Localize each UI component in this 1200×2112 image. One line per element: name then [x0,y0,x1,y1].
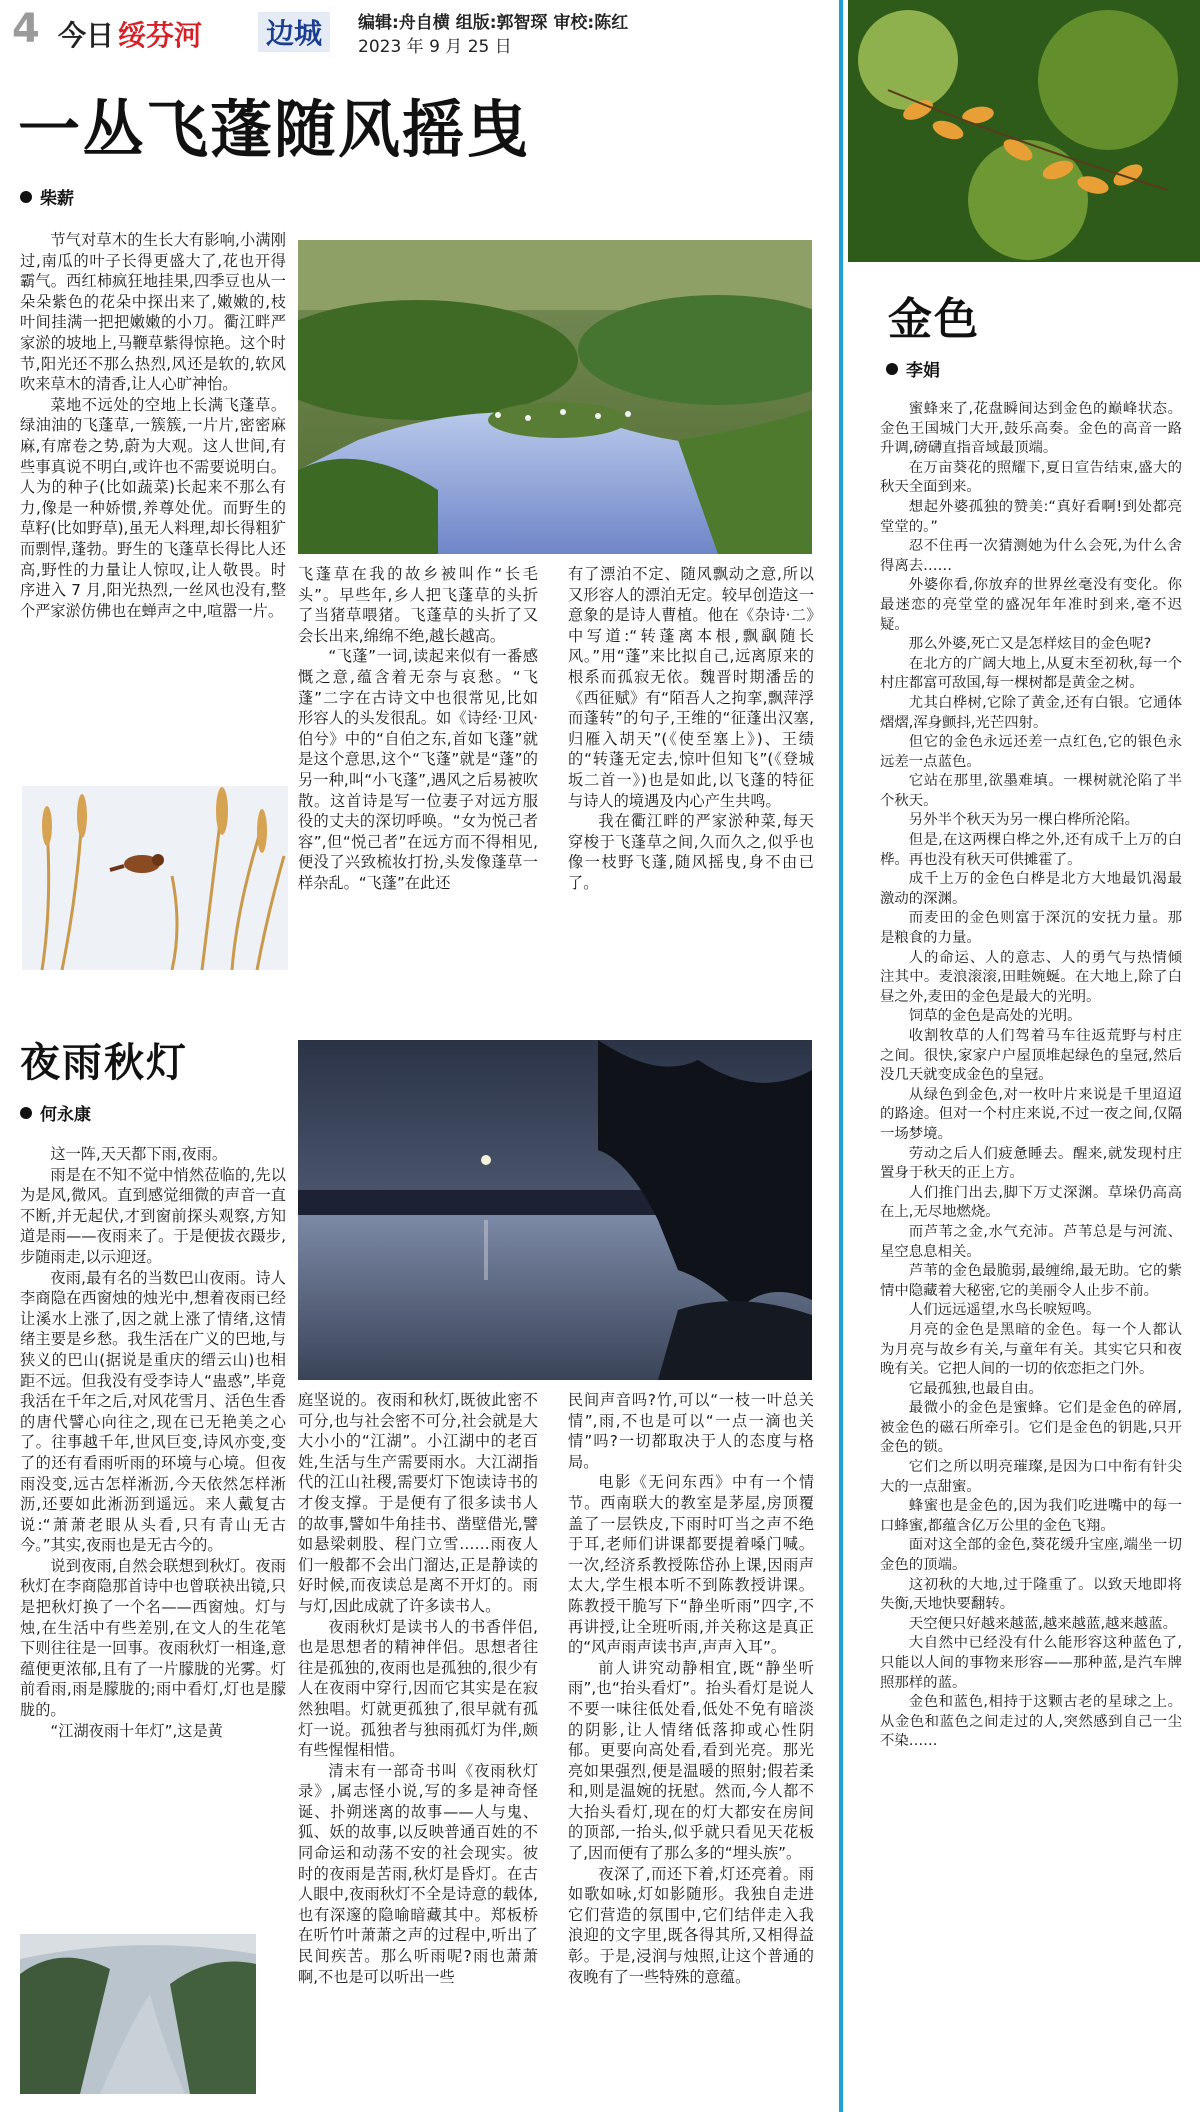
paragraph: 飞蓬草在我的故乡被叫作“长毛头”。早些年,乡人把飞蓬草的头折了当猪草喂猪。飞蓬草的头折了又会长出来,绵绵不绝,越长越高。 [298,565,538,645]
author-name: 李娟 [906,361,940,381]
paragraph: 人们推门出去,脚下万丈深渊。草垛仍高高在上,无尽地燃烧。 [880,1184,1182,1221]
masthead [10,6,830,56]
wetland-reeds-photo [298,240,812,554]
paragraph: 饲草的金色是高处的光明。 [908,1008,1082,1025]
byline-dot-icon [20,191,32,203]
paragraph: 菜地不远处的空地上长满飞蓬草。绿油油的飞蓬草,一簇簇,一片片,密密麻麻,有席卷之势,蔚为大观。这人世间,有些事真说不明白,或许也不需要说明白。人为的种子(比如蔬菜)长起来不那么有力,像是一种娇惯,养尊处优。而野生的草籽(比如野草),虽无人料理,却长得粗犷而剽悍,蓬勃。野生的飞蓬草长得比人还高,野性的力量让人惊叹,让人敬畏。时序进入 7 月,阳光热烈,一丝风也没有,整个严家淤仿佛也在蝉声之中,喧嚣一片。 [20,395,286,620]
paragraph: 但是,在这两棵白桦之外,还有成千上万的白桦。再也没有秋天可供摊霍了。 [880,832,1182,868]
paper-prefix: 今日 [58,19,115,52]
page-number: 4 [12,6,40,52]
paragraph: 它站在那里,欲墨难填。一棵树就沦陷了半个秋天。 [880,773,1182,809]
river-gorge-image [20,1934,256,2094]
paragraph: 有了漂泊不定、随风飘动之意,所以又形容人的漂泊无定。较早创造这一意象的是诗人曹植。他在《杂诗·二》中写道:“转蓬离本根,飘飖随长风。”用“蓬”来比拟自己,远离原来的根系而孤寂无依。魏晋时期潘岳的《西征赋》有“陌吾人之拘挛,飘萍浮而蓬转”的句子,王维的“征蓬出汉塞,归雁入胡天”(《使至塞上》)、王绩的“转蓬无定去,惊叶但知飞”(《登城坂二首一》)也是如此,以飞蓬的特征与诗人的境遇及内心产生共鸣。 [568,565,814,810]
paragraph: 而芦苇之金,水气充沛。芦苇总是与河流、星空息息相关。 [880,1223,1182,1260]
author-name: 何永康 [40,1105,91,1125]
paragraph: 我在衢江畔的严家淤种菜,每天穿梭于飞蓬草之间,久而久之,似乎也像一枝野飞蓬,随风摇曳,身不由已了。 [568,812,814,892]
river-gorge-photo [20,1934,256,2094]
paragraph: 面对这全部的金色,葵花缓升宝座,端坐一切金色的顶端。 [880,1537,1182,1574]
paragraph: 劳动之后人们疲惫睡去。醒来,就发现村庄置身于秋天的正上方。 [880,1145,1182,1182]
author-name: 柴薪 [40,189,74,209]
paragraph: 收割牧草的人们驾着马车往返荒野与村庄之间。很快,家家户户屋顶堆起绿色的皇冠,然后没几天就变成金色的皇冠。 [880,1028,1182,1084]
paragraph: 民间声音吗?竹,可以“一枝一叶总关情”,雨,不也是可以“一点一滴也关情”吗?一切都取决于人的态度与格局。 [568,1391,814,1471]
section-label: 边城 [258,12,330,52]
night-river-image [298,1040,812,1380]
yeyu-column-2 [298,1390,538,1987]
yeyu-column-3 [568,1390,814,1987]
paragraph: 但它的金色永远还差一点红色,它的银色永远差一点蓝色。 [880,734,1182,770]
paragraph: 说到夜雨,自然会联想到秋灯。夜雨秋灯在李商隐那首诗中也曾联袂出镜,只是把秋灯换了一个名——西窗烛。灯与烛,在生活中有些差别,在文人的生花笔下则往往是一回事。夜雨秋灯一相逢,意蕴便更浓郁,且有了一片朦胧的光雾。灯前看雨,雨是朦胧的;雨中看灯,灯也是朦胧的。 [20,1556,286,1720]
byline-dot-icon [20,1107,32,1119]
paragraph: 它们之所以明亮璀璨,是因为口中衔有针尖大的一点甜蜜。 [880,1459,1182,1495]
bird-on-reeds-image [22,786,288,970]
wetland-reeds-image [298,240,812,554]
paper-name: 绥芬河 [118,19,203,52]
paragraph: 夜深了,而还下着,灯还亮着。雨如歌如咏,灯如影随形。我独自走进它们营造的氛围中,它们结伴走入我浪迎的文字里,既各得其所,又相得益彰。于是,浸润与烛照,让这个普通的夜晚有了一些特殊的意蕴。 [568,1864,814,1986]
byline-jinse [886,356,940,381]
paragraph: 蜂蜜也是金色的,因为我们吃进嘴中的每一口蜂蜜,都蕴含亿万公里的金色飞翔。 [880,1498,1182,1534]
paragraph: 这初秋的大地,过于隆重了。以致天地即将失衡,天地快要翻转。 [880,1576,1182,1613]
paragraph: 那么外婆,死亡又是怎样炫目的金色呢? [908,636,1152,653]
paragraph: 夜雨秋灯是读书人的书香伴侣,也是思想者的精神伴侣。思想者往往是孤独的,夜雨也是孤独的,很少有人在夜雨中穿行,因而它其实是在寂然独唱。灯就更孤独了,很早就有孤灯一说。孤独者与独雨孤灯为伴,颇有些惺惺相惜。 [298,1617,538,1760]
paragraph: “江湖夜雨十年灯”,这是黄 [50,1721,223,1740]
column-divider [839,0,843,2112]
paragraph: 从绿色到金色,对一枚叶片来说是千里迢迢的路途。但对一个村庄来说,不过一夜之间,仅隔一场梦境。 [880,1086,1182,1142]
issue-date: 2023 年 9 月 25 日 [358,37,512,57]
article-title-yeyu: 夜雨秋灯 [20,1039,188,1086]
paragraph: 蜜蜂来了,花盘瞬间达到金色的巅峰状态。金色王国城门大开,鼓乐高奏。金色的高音一路升调,磅礴直指音域最顶端。 [880,401,1182,457]
jinse-column [880,400,1182,1752]
paragraph: 最微小的金色是蜜蜂。它们是金色的碎屑,被金色的磁石所牵引。它们是金色的钥匙,只开金色的锁。 [880,1400,1182,1456]
paragraph: 在万亩葵花的照耀下,夏日宣告结束,盛大的秋天全面到来。 [880,459,1182,496]
yeyu-column-1 [20,1144,286,1741]
feipeng-column-2 [298,564,538,894]
article-title-feipeng: 一丛飞蓬随风摇曳 [18,93,531,166]
paragraph: 夜雨,最有名的当数巴山夜雨。诗人李商隐在西窗烛的烛光中,想着夜雨已经让溪水上涨了,因之就上涨了情绪,这情绪主要是乡愁。我生活在广义的巴地,与狭义的巴山(据说是重庆的缙云山)也相距不远。但我没有受李诗人“蛊惑”,毕竟我活在千年之后,对风花雪月、活色生香的唐代譬心向往之,现在已无艳美之心了。往事越千年,世风巨变,诗风亦变,变了的还有看雨听雨的环境与心境。但夜雨没变,远古怎样淅沥,今天依然怎样淅沥,还要如此淅沥到遥远。来人戴复古说:“萧萧老眼从头看,只有青山无古今。”其实,夜雨也是无古今的。 [20,1268,286,1555]
paragraph: 人们远远遥望,水鸟长唳短鸣。 [908,1302,1101,1319]
paragraph: 而麦田的金色则富于深沉的安抚力量。那是粮食的力量。 [880,910,1182,947]
paragraph: 成千上万的金色白桦是北方大地最饥渴最激动的深渊。 [880,871,1182,907]
article-title-jinse: 金色 [888,294,980,345]
paragraph: 清末有一部奇书叫《夜雨秋灯录》,属志怪小说,写的多是神奇怪诞、扑朔迷离的故事——人与鬼、狐、妖的故事,以反映普通百姓的不同命运和动荡不安的社会现实。彼时的夜雨是苦雨,秋灯是昏灯。在古人眼中,夜雨秋灯不全是诗意的载体,也有深邃的隐喻暗藏其中。郑板桥在听竹叶萧萧之声的过程中,听出了民间疾苦。那么听雨呢?雨也萧萧啊,不也是可以听出一些 [298,1761,538,1986]
autumn-leaves-image [848,0,1200,262]
paragraph: 前人讲究动静相宜,既“静坐听雨”,也“抬头看灯”。抬头看灯是说人不要一味往低处看,低处不免有暗淡的阴影,让人情绪低落抑或心性阴郁。更要向高处看,看到光亮。那光亮如果强烈,便是温暖的照射;假若柔和,则是温婉的抚慰。然而,今人都不大抬头看灯,现在的灯大都安在房间的顶部,一抬头,似乎就只看见天花板了,因而便有了那么多的“埋头族”。 [568,1658,814,1863]
paragraph: 月亮的金色是黑暗的金色。每一个人都认为月亮与故乡有关,与童年有关。其实它只和夜晚有关。它把人间的一切的依恋拒之门外。 [880,1321,1182,1378]
paragraph: 金色和蓝色,相持于这颗古老的星球之上。从金色和蓝色之间走过的人,突然感到自己一尘不染…… [880,1694,1182,1750]
bird-on-reeds-photo [22,786,288,970]
paragraph: 大自然中已经没有什么能形容这种蓝色了,只能以人间的事物来形容——那种蓝,是汽车牌照那样的蓝。 [880,1635,1182,1691]
paragraph: 尤其白桦树,它除了黄金,还有白银。它通体熠熠,浑身颤抖,光芒四射。 [880,694,1182,731]
credits-line: 编辑:舟自横 组版:郭智琛 审校:陈红 [358,13,629,33]
paragraph: 这一阵,天天都下雨,夜雨。 [50,1145,228,1163]
byline-feipeng [20,184,74,209]
paragraph: 雨是在不知不觉中悄然莅临的,先以为是风,微风。直到感觉细微的声音一直不断,并无起伏,才到窗前探头观察,方知道是雨——夜雨来了。于是便拔衣蹑步,步随雨走,以示迎迓。 [20,1165,286,1266]
feipeng-column-3 [568,564,814,894]
paragraph: 它最孤独,也最自由。 [908,1380,1043,1397]
paragraph: 忍不住再一次猜测她为什么会死,为什么舍得离去…… [880,538,1182,574]
paragraph: 在北方的广阔大地上,从夏末至初秋,每一个村庄都富可敌国,每一棵树都是黄金之树。 [880,655,1182,692]
paragraph: 外婆你看,你放弃的世界丝毫没有变化。你最迷恋的亮堂堂的盛况年年准时到来,毫不迟疑。 [880,577,1182,633]
paragraph: 节气对草木的生长大有影响,小满刚过,南瓜的叶子长得更盛大了,花也开得霸气。西红柿疯狂地挂果,四季豆也从一朵朵紫色的花朵中探出来了,嫩嫩的,枝叶间挂满一把把嫩嫩的小刀。衢江畔严家淤的坡地上,马鞭草紫得惊艳。这个时节,阳光还不那么热烈,风还是软的,软风吹来草木的清香,让人心旷神怡。 [20,231,286,394]
byline-yeyu [20,1100,91,1125]
paragraph: 庭坚说的。夜雨和秋灯,既彼此密不可分,也与社会密不可分,社会就是大大小小的“江湖”。小江湖中的老百姓,生活与生产需要雨水。大江湖指代的江山社稷,需要灯下饱读诗书的才俊支撑。于是便有了很多读书人的故事,譬如牛角挂书、凿壁借光,譬如悬梁刺股、程门立雪……雨夜人们一般都不会出门溜达,正是静读的好时候,而夜读总是离不开灯的。雨与灯,因此成就了许多读书人。 [298,1391,538,1615]
feipeng-column-1 [20,230,286,621]
paragraph: “飞蓬”一词,读起来似有一番感慨之意,蕴含着无奈与哀愁。“飞蓬”二字在古诗文中也很常见,比如形容人的头发很乱。如《诗经·卫风·伯兮》中的“自伯之东,首如飞蓬”就是这个意思,这个“飞蓬”就是“蓬”的另一种,叫“小飞蓬”,遇风之后易被吹散。这首诗是写一位妻子对远方服役的丈夫的深切呼唤。“女为悦己者容”,但“悦己者”在远方而不得相见,便没了兴致梳妆打扮,头发像蓬草一样杂乱。“飞蓬”在此还 [298,647,538,892]
byline-dot-icon [886,363,898,375]
paragraph: 想起外婆孤独的赞美:“真好看啊!到处都亮堂堂的。” [880,498,1182,535]
autumn-leaves-photo [848,0,1200,262]
paragraph: 另外半个秋天为另一棵白桦所沦陷。 [908,812,1140,829]
paragraph: 芦苇的金色最脆弱,最缠绵,最无助。它的紫情中隐藏着大秘密,它的美丽令人止步不前。 [880,1263,1182,1299]
night-river-moon-photo [298,1040,812,1380]
paragraph: 天空便只好越来越蓝,越来越蓝,越来越蓝。 [908,1615,1177,1632]
paragraph: 人的命运、人的意志、人的勇气与热情倾注其中。麦浪滚滚,田畦婉蜒。在大地上,除了白昼之外,麦田的金色是最大的光明。 [880,949,1182,1005]
paragraph: 电影《无问东西》中有一个情节。西南联大的教室是茅屋,房顶覆盖了一层铁皮,下雨时叮当之声不绝于耳,老师们讲课都要提着嗓门喊。一次,经济系教授陈岱孙上课,因雨声太大,学生根本听不到陈教授讲课。陈教授干脆写下“静坐听雨”四字,不再讲授,让全班听雨,并关称这是真正的“风声雨声读书声,声声入耳”。 [568,1473,814,1657]
